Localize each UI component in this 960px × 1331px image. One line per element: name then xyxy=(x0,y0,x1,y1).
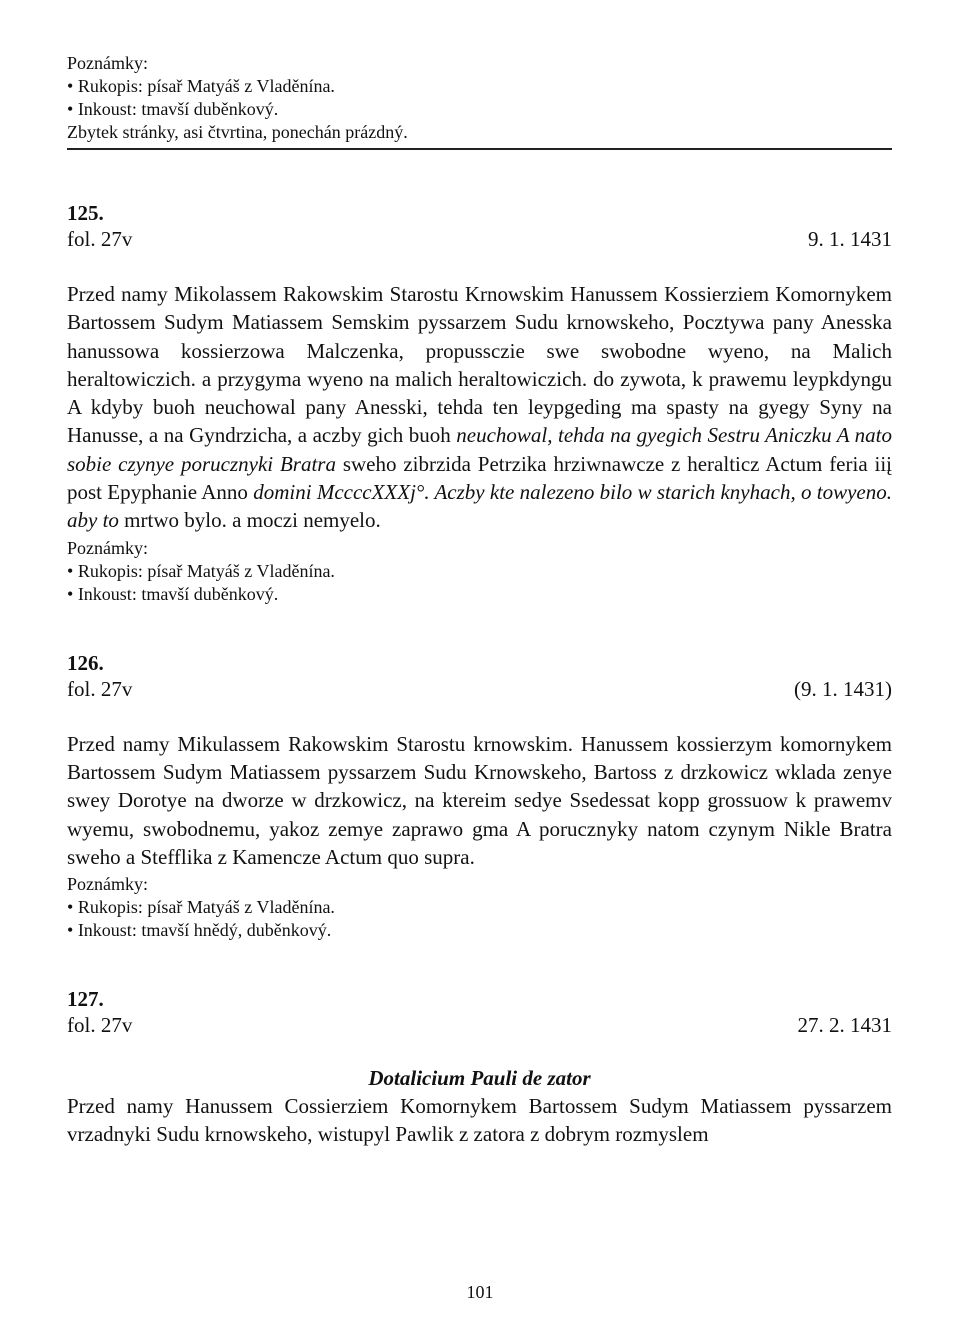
note-extra: Zbytek stránky, asi čtvrtina, ponechán prázdný. xyxy=(67,122,408,142)
entry-text: Przed namy Hanussem Cossierziem Komornykem Bartossem Sudym Matiassem pyssarzem vrzadnyki Sudu krnowskeho, wistupyl Pawlik z zatora z dobrym rozmyslem xyxy=(67,1094,892,1147)
entry-notes xyxy=(67,873,892,942)
entry-title: Dotalicium Pauli de zator xyxy=(368,1066,591,1091)
entry-number: 125. xyxy=(67,201,104,225)
entry-text-roman: Przed namy Mikolassem Rakowskim Starostu Krnowskim Hanussem Kossierziem Komornykem Bartossem Sudym Matiassem Semskim pyssarzem Sudu krnowskeho, Pocztywa pany Anesska hanussowa kossierzowa Malczenka, propussczie swe swobodne wyeno, na Malich heraltowiczich. a przygyma wyeno na malich heraltowiczich. do zywota, k prawemu leypkdyngu A kdyby buoh neuchowal pany Anesski, tehda ten leypgeding ma spasty na gyegy Syny na Hanusse, a na Gyndrzicha, a aczby gich buoh xyxy=(67,282,892,448)
entry-text-roman-2: sweho zibrzida Petrzika hrziwnawcze z heralticz Actum feria iiį post Epyphanie Anno xyxy=(67,451,893,505)
entry-number: 127. xyxy=(67,987,104,1012)
notes-label: Poznámky: xyxy=(67,874,148,895)
entry-126 xyxy=(67,650,892,942)
entry-text-roman-3: mrtwo bylo. a moczi nemyelo. xyxy=(124,508,381,533)
entry-text: Przed namy Mikulassem Rakowskim Starostu krnowskim. Hanussem kossierzym komornykem Bartossem Sudym Matiassem pyssarzem Sudu Krnowskeho, Bartoss z drzkowicz wklada zenye swey Dorotye na dworze w drzkowicz, na ktereim sedye Ssedessat kopp grossuow k prawemv wyemu, swobodnemu, yakoz zemye zaprawo gma A porucznyky natom czynym Nikle Bratra sweho a Stefflika z Kamencze Actum quo supra. xyxy=(67,731,892,869)
entry-folio: fol. 27v xyxy=(67,1013,133,1038)
entry-text-italic: neuchowal, tehda na gyegich Sestru Aniczku A nato sobie czynye porucznyki Bratra xyxy=(67,423,893,476)
entry-125 xyxy=(67,200,892,606)
entry-date: 27. 2. 1431 xyxy=(797,1013,892,1038)
note-item: • Inkoust: tmavší duběnkový. xyxy=(67,98,892,121)
entry-date: 9. 1. 1431 xyxy=(808,227,892,251)
notes-label: Poznámky: xyxy=(67,53,148,73)
entry-header xyxy=(67,226,892,252)
entry-127 xyxy=(67,986,892,1149)
note-item: • Rukopis: písař Matyáš z Vladěnína. xyxy=(67,75,892,98)
entry-notes xyxy=(67,537,892,606)
entry-folio: fol. 27v xyxy=(67,227,133,251)
entry-number: 126. xyxy=(67,650,104,675)
top-notes xyxy=(67,52,892,150)
entry-date: (9. 1. 1431) xyxy=(794,676,892,701)
entry-header xyxy=(67,676,892,702)
entry-header xyxy=(67,1012,892,1038)
notes-label: Poznámky: xyxy=(67,537,148,558)
document-page xyxy=(67,52,892,1149)
note-item: • Rukopis: písař Matyáš z Vladěnína. xyxy=(67,560,892,583)
entry-folio: fol. 27v xyxy=(67,676,133,701)
page-number: 101 xyxy=(466,1282,494,1302)
entry-text xyxy=(67,280,892,535)
entry-text-italic-2: domini MccccXXXj°. Aczby kte nalezeno bilo w starich knyhach, o towyeno. aby to xyxy=(67,480,893,533)
note-item: • Rukopis: písař Matyáš z Vladěnína. xyxy=(67,896,892,919)
note-item: • Inkoust: tmavší duběnkový. xyxy=(67,583,892,606)
note-item: • Inkoust: tmavší hnědý, duběnkový. xyxy=(67,919,892,942)
